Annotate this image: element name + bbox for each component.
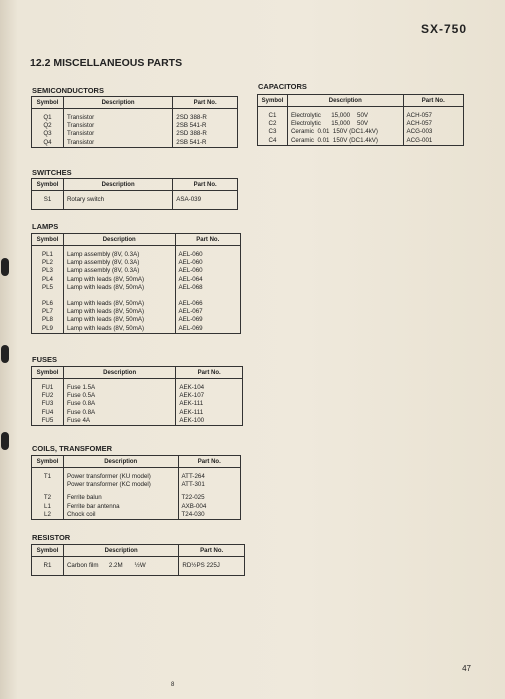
- switches-table: [31, 178, 238, 210]
- col-part-no: Part No.: [175, 234, 240, 246]
- col-symbol: Symbol: [32, 179, 64, 191]
- col-description: Description: [63, 456, 178, 468]
- table-row: C1 Electrolytic 15,000 50V ACH-057: [258, 112, 464, 120]
- table-row: PL9 Lamp with leads (8V, 50mA) AEL-069: [32, 325, 241, 334]
- resistor-table: [31, 544, 245, 576]
- table-row: PL8 Lamp with leads (8V, 50mA) AEL-069: [32, 316, 241, 324]
- lamps-heading: LAMPS: [32, 222, 59, 231]
- capacitors-table: [257, 94, 464, 146]
- col-part-no: Part No.: [176, 367, 243, 379]
- binding-hole: [1, 432, 9, 450]
- table-row: PL5 Lamp with leads (8V, 50mA) AEL-068: [32, 284, 241, 292]
- model-name: SX-750: [420, 22, 467, 36]
- section-title: 12.2 MISCELLANEOUS PARTS: [30, 57, 183, 69]
- col-symbol: Symbol: [32, 545, 64, 557]
- table-row: Q3 Transistor 2SD 388-R: [32, 130, 238, 138]
- semiconductors-heading: SEMICONDUCTORS: [32, 86, 104, 95]
- table-row: FU2 Fuse 0.5A AEK-107: [32, 392, 243, 400]
- table-row: T2 Ferrite balun T22-025: [32, 494, 241, 502]
- table-row: FU5 Fuse 4A AEK-100: [32, 417, 243, 426]
- col-symbol: Symbol: [32, 367, 64, 379]
- table-row: R1 Carbon film 2.2M ½W RD½PS 225J: [32, 562, 245, 570]
- col-symbol: Symbol: [32, 456, 64, 468]
- col-part-no: Part No.: [173, 179, 238, 191]
- col-symbol: Symbol: [32, 97, 64, 109]
- col-description: Description: [63, 367, 175, 379]
- coils-table: [31, 455, 241, 520]
- col-description: Description: [63, 234, 175, 246]
- col-part-no: Part No.: [179, 545, 245, 557]
- table-row: PL4 Lamp with leads (8V, 50mA) AEL-064: [32, 276, 241, 284]
- fuses-heading: FUSES: [32, 355, 58, 364]
- col-description: Description: [63, 179, 172, 191]
- table-row: PL6 Lamp with leads (8V, 50mA) AEL-066: [32, 300, 241, 308]
- binding-hole: [1, 345, 9, 363]
- resistor-heading: RESISTOR: [32, 533, 71, 542]
- col-description: Description: [63, 545, 178, 557]
- table-row: L2 Chock coil T24-030: [32, 511, 241, 520]
- capacitors-heading: CAPACITORS: [258, 82, 307, 91]
- table-row: PL2 Lamp assembly (8V, 0.3A) AEL-060: [32, 259, 241, 267]
- table-row: PL7 Lamp with leads (8V, 50mA) AEL-067: [32, 308, 241, 316]
- coils-heading: COILS, TRANSFOMER: [32, 444, 112, 453]
- table-row: PL1 Lamp assembly (8V, 0.3A) AEL-060: [32, 251, 241, 259]
- table-row: Q4 Transistor 2SB 541-R: [32, 139, 238, 148]
- table-row: L1 Ferrite bar antenna AXB-004: [32, 503, 241, 511]
- table-row: C2 Electrolytic 15,000 50V ACH-057: [258, 120, 464, 128]
- table-row: Q1 Transistor 2SD 388-R: [32, 114, 238, 122]
- col-part-no: Part No.: [173, 97, 238, 109]
- footer-mark: 8: [171, 682, 175, 688]
- table-row: PL3 Lamp assembly (8V, 0.3A) AEL-060: [32, 267, 241, 275]
- switches-heading: SWITCHES: [32, 168, 72, 177]
- col-description: Description: [287, 95, 403, 107]
- lamps-table: [31, 233, 241, 334]
- table-row: C4 Ceramic 0.01 150V (DC1.4kV) ACG-001: [258, 137, 464, 146]
- table-row: FU3 Fuse 0.8A AEK-111: [32, 400, 243, 408]
- table-row: C3 Ceramic 0.01 150V (DC1.4kV) ACG-003: [258, 128, 464, 136]
- semiconductors-table: [31, 96, 238, 148]
- fuses-table: [31, 366, 243, 426]
- table-row: Q2 Transistor 2SB 541-R: [32, 122, 238, 130]
- col-part-no: Part No.: [403, 95, 463, 107]
- table-row: FU1 Fuse 1.5A AEK-104: [32, 384, 243, 392]
- col-symbol: Symbol: [258, 95, 288, 107]
- table-row: S1 Rotary switch ASA-039: [32, 196, 238, 204]
- table-row: T1 Power transformer (KU model) ATT-264: [32, 473, 241, 481]
- table-row: Power transformer (KC model) ATT-301: [32, 481, 241, 489]
- col-description: Description: [63, 97, 172, 109]
- binding-hole: [1, 258, 9, 276]
- page-number: 47: [462, 664, 471, 673]
- col-symbol: Symbol: [32, 234, 64, 246]
- col-part-no: Part No.: [178, 456, 240, 468]
- table-row: FU4 Fuse 0.8A AEK-111: [32, 409, 243, 417]
